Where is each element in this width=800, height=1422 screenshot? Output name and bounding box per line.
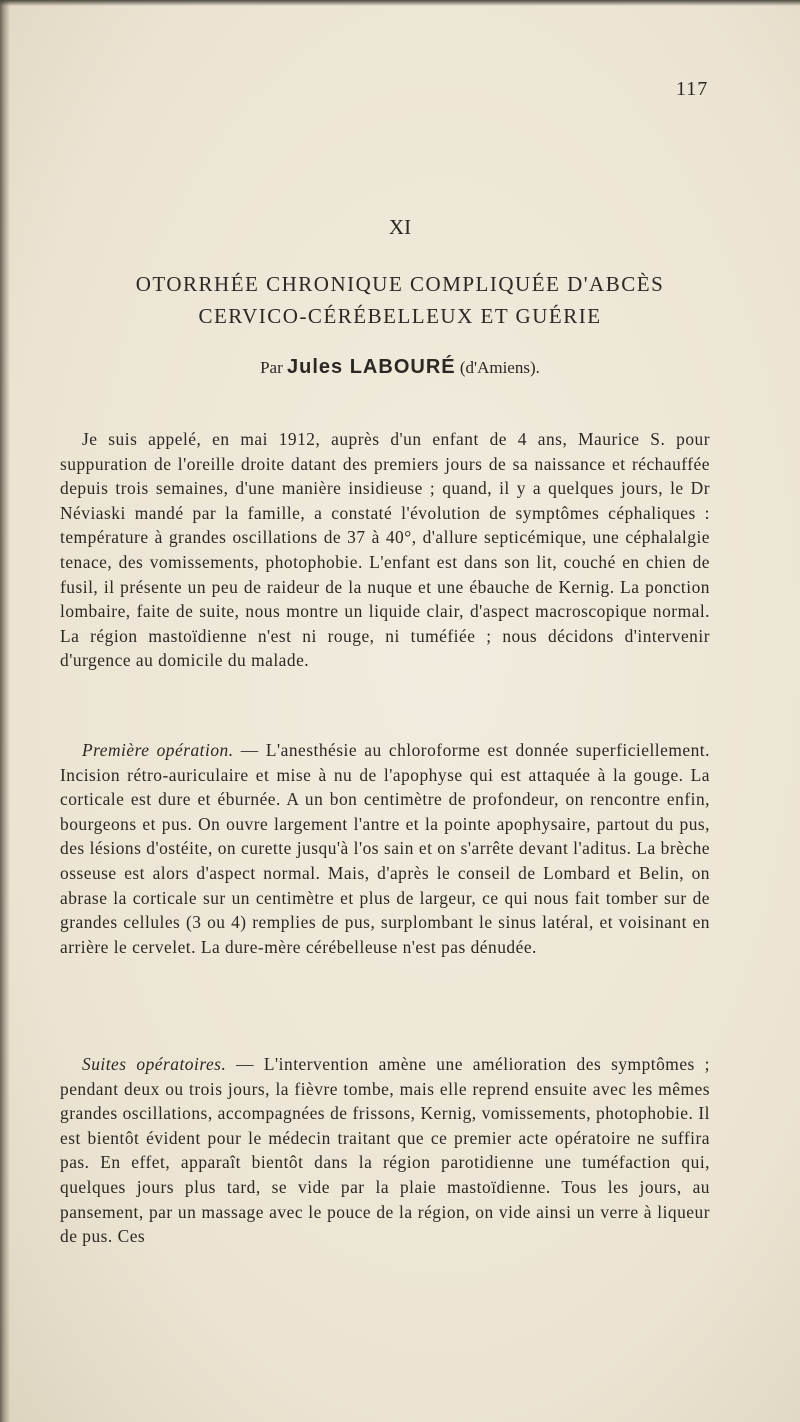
byline-prefix: Par [260, 358, 283, 377]
page-number: 117 [676, 78, 709, 100]
paragraph-3-text [60, 1052, 710, 1249]
byline [0, 356, 800, 379]
section-heading-postoperative: Suites opératoires. [82, 1054, 227, 1074]
paragraph-3 [60, 1052, 710, 1249]
paragraph-2-text [60, 738, 710, 959]
paragraph-2 [60, 738, 710, 959]
section-heading-first-operation: Première opération. [82, 740, 234, 760]
author-affiliation: (d'Amiens). [459, 358, 540, 377]
paragraph-1 [60, 427, 710, 673]
page-top-edge-shadow [0, 0, 800, 6]
article-title [40, 268, 760, 332]
title-line-1: OTORRHÉE CHRONIQUE COMPLIQUÉE D'ABCÈS [135, 272, 665, 296]
paragraph-3-body: — L'intervention amène une amélioration des symptômes ; pendant deux ou trois jours, la fièvre tombe, mais elle reprend ensuite avec les mêmes grandes oscillations, accompagnées de frissons, Kernig, vomissements, photophobie. Il est bientôt évident pour le médecin traitant que ce premier acte opératoire ne suffira pas. En effet, apparaît bientôt dans la région parotidienne une tuméfaction qui, quelques jours plus tard, se vide par la plaie mastoïdienne. Tous les jours, au pansement, par un massage avec le pouce de la région, on vide ainsi un verre à liqueur de pus. Ces [60, 1054, 710, 1247]
paragraph-1-text: Je suis appelé, en mai 1912, auprès d'un enfant de 4 ans, Maurice S. pour suppuration de l'oreille droite datant des premiers jours de sa naissance et réchauffée depuis trois semaines, d'une manière insidieuse ; quand, il y a quelques jours, le Dr Néviaski mandé par la famille, a constaté l'évolution de symptômes céphaliques : température à grandes oscillations de 37 à 40°, d'allure septicémique, une céphalalgie tenace, des vomissements, photophobie. L'enfant est dans son lit, couché en chien de fusil, il présente un peu de raideur de la nuque et une ébauche de Kernig. La ponction lombaire, faite de suite, nous montre un liquide clair, d'aspect macroscopique normal. La région mastoïdienne n'est ni rouge, ni tuméfiée ; nous décidons d'intervenir d'urgence au domicile du malade. [60, 429, 710, 671]
title-line-2: CERVICO-CÉRÉBELLEUX ET GUÉRIE [198, 304, 602, 328]
author-name: Jules LABOURÉ [287, 356, 456, 378]
paragraph-2-body: — L'anesthésie au chloroforme est donnée superficiellement. Incision rétro-auriculaire et mise à nu de l'apophyse qui est attaquée à la gouge. La corticale est dure et éburnée. A un bon centimètre de profondeur, on rencontre enfin, bourgeons et pus. On ouvre largement l'antre et la pointe apophysaire, partout du pus, des lésions d'ostéite, on curette jusqu'à l'os sain et on s'arrête devant l'aditus. La brèche osseuse est alors d'aspect normal. Mais, d'après le conseil de Lombard et Belin, on abrase la corticale sur un centimètre et plus de largeur, ce qui nous fait tomber sur de grandes cellules (3 ou 4) remplies de pus, surplombant le sinus latéral, et voisinant en arrière le cervelet. La dure-mère cérébelleuse n'est pas dénudée. [60, 740, 710, 957]
chapter-number: XI [388, 215, 412, 239]
page-left-edge-shadow [0, 0, 10, 1422]
